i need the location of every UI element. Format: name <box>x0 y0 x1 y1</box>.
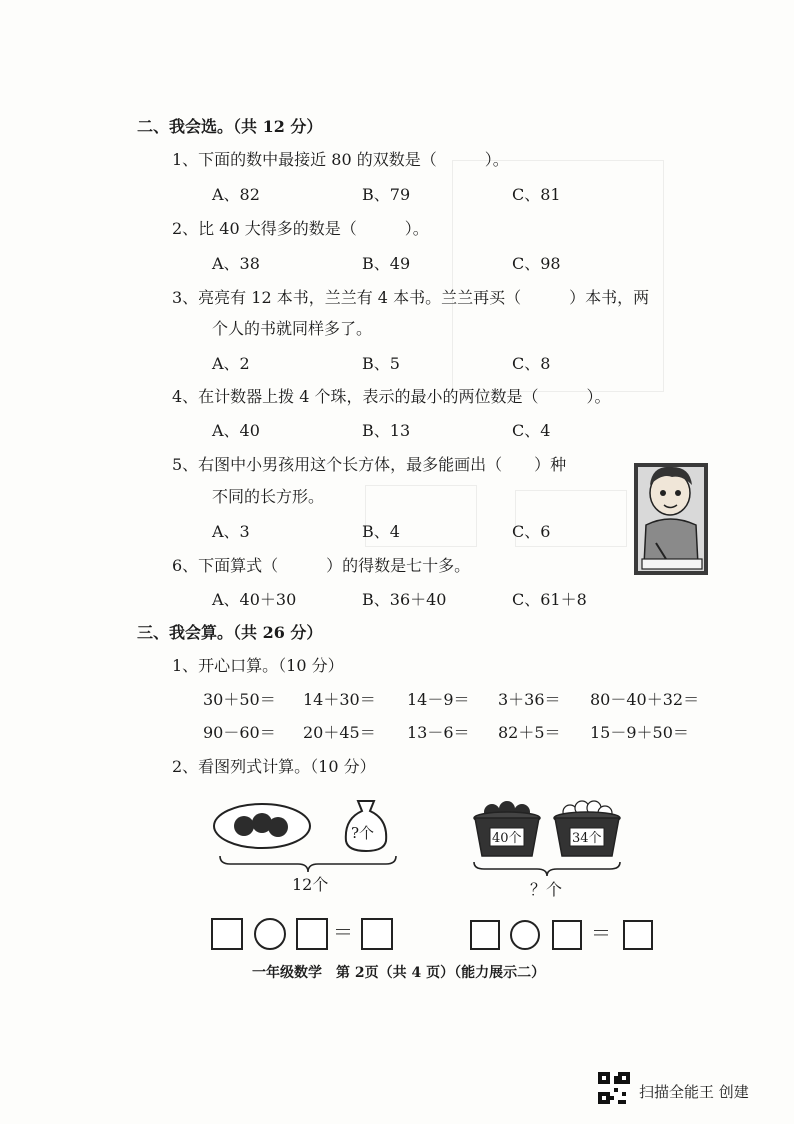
q3-stem: 3、亮亮有 12 本书，兰兰有 4 本书。兰兰再买（ ）本书，两 <box>172 288 650 307</box>
calc-r1-c2: 14＋30＝ <box>303 690 376 709</box>
bag-label: ?个 <box>351 824 375 842</box>
boy-drawing-illustration <box>632 455 710 583</box>
basket-2-label: 34个 <box>572 831 602 846</box>
q5-option-b: B、4 <box>362 522 400 541</box>
q1-option-a: A、82 <box>212 185 260 204</box>
right-brace <box>472 860 622 878</box>
calc-r1-c4: 3＋36＝ <box>498 690 561 709</box>
q6-stem: 6、下面算式（ ）的得数是七十多。 <box>172 556 471 575</box>
calc-r2-c5: 15－9＋50＝ <box>590 723 689 742</box>
plate-illustration <box>212 800 312 852</box>
answer-box-left-result[interactable] <box>361 918 393 950</box>
q2-stem: 2、比 40 大得多的数是（ ）。 <box>172 219 429 238</box>
calc-r1-c5: 80－40＋32＝ <box>590 690 700 709</box>
right-total-label: ？个 <box>530 880 563 899</box>
q2-option-a: A、38 <box>212 254 260 273</box>
q3-option-b: B、5 <box>362 354 400 373</box>
scanner-watermark: 扫描全能王 创建 <box>639 1083 749 1101</box>
answer-operator-right[interactable] <box>510 920 540 950</box>
q5-stem-line2: 不同的长方形。 <box>212 487 325 506</box>
q1-option-b: B、79 <box>362 185 411 204</box>
q4-stem: 4、在计数器上拨 4 个珠，表示的最小的两位数是（ ）。 <box>172 387 611 406</box>
picture-calc-title: 2、看图列式计算。（10 分） <box>172 757 376 776</box>
answer-box-right-1[interactable] <box>470 920 500 950</box>
q1-stem: 1、下面的数中最接近 80 的双数是（ ）。 <box>172 150 509 169</box>
q3-option-c: C、8 <box>512 354 551 373</box>
answer-box-left-1[interactable] <box>211 918 243 950</box>
q5-stem: 5、右图中小男孩用这个长方体，最多能画出（ ）种 <box>172 455 567 474</box>
section-3-title: 三、我会算。（共 26 分） <box>137 623 323 642</box>
q2-option-b: B、49 <box>362 254 411 273</box>
answer-box-right-2[interactable] <box>552 920 582 950</box>
page-footer: 一年级数学 第 2页（共 4 页）（能力展示二） <box>252 965 546 981</box>
calc-r1-c1: 30＋50＝ <box>203 690 276 709</box>
q4-option-a: A、40 <box>212 421 260 440</box>
q6-option-c: C、61＋8 <box>512 590 587 609</box>
q4-option-b: B、13 <box>362 421 411 440</box>
q5-option-a: A、3 <box>212 522 250 541</box>
answer-box-right-result[interactable] <box>623 920 653 950</box>
section-2-title: 二、我会选。（共 12 分） <box>137 117 323 136</box>
equals-sign-left: ＝ <box>333 920 353 944</box>
left-total-label: 12个 <box>292 875 329 894</box>
q5-option-c: C、6 <box>512 522 551 541</box>
qr-code-icon <box>598 1072 630 1104</box>
answer-box-left-2[interactable] <box>296 918 328 950</box>
q3-stem-line2: 个人的书就同样多了。 <box>212 319 373 338</box>
equals-sign-right: ＝ <box>591 921 611 945</box>
answer-operator-left[interactable] <box>254 918 286 950</box>
q6-option-b: B、36＋40 <box>362 590 447 609</box>
calc-r2-c2: 20＋45＝ <box>303 723 376 742</box>
calc-r2-c4: 82＋5＝ <box>498 723 561 742</box>
left-brace <box>218 854 398 874</box>
q2-option-c: C、98 <box>512 254 561 273</box>
q6-option-a: A、40＋30 <box>212 590 297 609</box>
calc-r2-c1: 90－60＝ <box>203 723 276 742</box>
basket-1-label: 40个 <box>492 831 522 846</box>
q1-option-c: C、81 <box>512 185 561 204</box>
mental-math-title: 1、开心口算。（10 分） <box>172 656 344 675</box>
q4-option-c: C、4 <box>512 421 551 440</box>
q3-option-a: A、2 <box>212 354 250 373</box>
calc-r1-c3: 14－9＝ <box>407 690 470 709</box>
calc-r2-c3: 13－6＝ <box>407 723 470 742</box>
